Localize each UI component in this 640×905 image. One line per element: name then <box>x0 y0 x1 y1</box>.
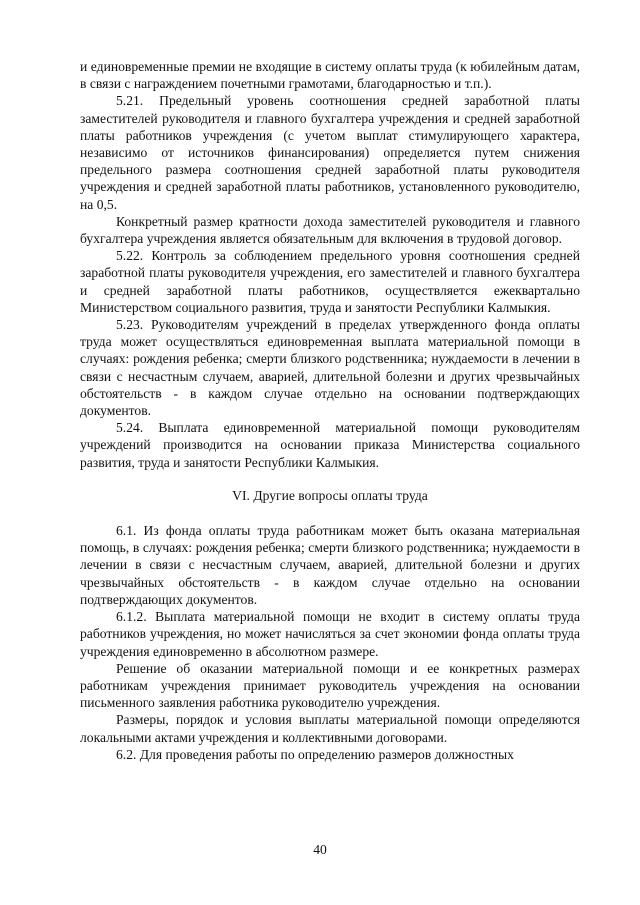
paragraph-amounts: Размеры, порядок и условия выплаты материальной помощи определяются локальными актами учреждения и коллективными договорами. <box>80 712 580 745</box>
page-number: 40 <box>313 842 327 857</box>
body-text <box>80 58 580 763</box>
paragraph-continuation: и единовременные премии не входящие в систему оплаты труда (к юбилейным датам, в связи с награждением почетными грамотами, благодарностью и т.п.). <box>80 59 580 92</box>
paragraph-6-2: 6.2. Для проведения работы по определению размеров должностных <box>116 746 514 762</box>
paragraph-5-23: 5.23. Руководителям учреждений в пределах утвержденного фонда оплаты труда может осуществляться единовременная выплата материальной помощи в случаях: рождения ребенка; смерти близкого родственника; нуждаемости в лечении в связи с несчастным случаем, аварией, длительной болезни и других чрезвычайных обстоятельств - в каждом случае отдельно на основании подтверждающих документов. <box>80 317 580 419</box>
paragraph-decision: Решение об оказании материальной помощи и ее конкретных размерах работникам учреждения принимает руководитель учреждения на основании письменного заявления работника руководителю учреждения. <box>80 660 580 711</box>
paragraph-5-21: 5.21. Предельный уровень соотношения средней заработной платы заместителей руководителя и главного бухгалтера учреждения и средней заработной платы работников учреждения (с учетом выплат стимулирующего характера, независимо от источников финансирования) определяется путем снижения предельного размера соотношения средней заработной платы руководителя учреждения и средней заработной платы работников, установленного руководителю, на 0,5. <box>80 93 580 212</box>
section-heading: VI. Другие вопросы оплаты труда <box>232 487 428 503</box>
paragraph-5-22: 5.22. Контроль за соблюдением предельного уровня соотношения средней заработной платы руководителя учреждения, его заместителей и главного бухгалтера и средней заработной платы работников, осуществляется ежеквартально Министерством социального развития, труда и занятости Республики Калмыкия. <box>80 248 580 315</box>
paragraph-6-1-2: 6.1.2. Выплата материальной помощи не входит в систему оплаты труда работников учреждения, но может начисляться за счет экономии фонда оплаты труда учреждения единовременно в абсолютном размере. <box>80 609 580 659</box>
paragraph-6-1: 6.1. Из фонда оплаты труда работникам может быть оказана материальная помощь, в случаях: рождения ребенка; смерти близкого родственника; нуждаемости в лечении в связи с несчастным случаем, аварией, длительной болезни и других чрезвычайных обстоятельств - в каждом случае отдельно на основании подтверждающих документов. <box>80 523 580 607</box>
paragraph-multiplicity: Конкретный размер кратности дохода заместителей руководителя и главного бухгалтера учреждения является обязательным для включения в трудовой договор. <box>80 213 580 247</box>
paragraph-5-24: 5.24. Выплата единовременной материальной помощи руководителям учреждений производится на основании приказа Министерства социального развития, труда и занятости Республики Калмыкия. <box>80 420 580 470</box>
